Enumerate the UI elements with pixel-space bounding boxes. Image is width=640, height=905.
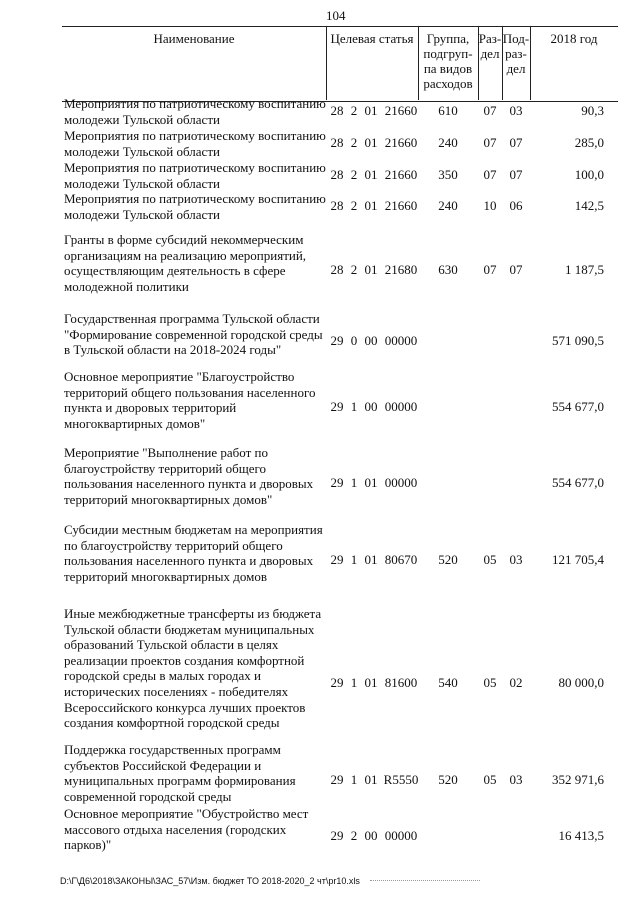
subsection-code: 06 bbox=[509, 198, 523, 213]
target-subprogram: 2 bbox=[350, 167, 358, 182]
target-subprogram: 1 bbox=[350, 772, 358, 787]
section-code: 07 bbox=[483, 262, 497, 277]
target-direction: 80670 bbox=[384, 552, 418, 567]
amount-2018: 90,3 bbox=[581, 103, 604, 118]
expense-group: 520 bbox=[438, 772, 458, 787]
target-subprogram: 2 bbox=[350, 198, 358, 213]
expense-group: 630 bbox=[438, 262, 458, 277]
amount-2018: 121 705,4 bbox=[552, 552, 604, 567]
subsection-code: 03 bbox=[509, 103, 523, 118]
subsection-code: 03 bbox=[509, 772, 523, 787]
target-direction: R5550 bbox=[383, 772, 419, 787]
target-subprogram: 1 bbox=[350, 675, 358, 690]
row-name: Поддержка государственных программ субъектов Российской Федерации и муниципальных программ формирования современной городской среды bbox=[64, 742, 296, 804]
target-event: 01 bbox=[364, 772, 378, 787]
subsection-code: 02 bbox=[509, 675, 523, 690]
row-name: Основное мероприятие "Обустройство мест массового отдыха населения (городских парков)" bbox=[64, 806, 309, 853]
target-program: 28 bbox=[330, 103, 344, 118]
target-subprogram: 1 bbox=[350, 552, 358, 567]
subsection-code: 07 bbox=[509, 135, 523, 150]
amount-2018: 142,5 bbox=[574, 198, 604, 213]
section-code: 10 bbox=[483, 198, 497, 213]
header-name: Наименование bbox=[153, 31, 235, 46]
subsection-code: 07 bbox=[509, 167, 523, 182]
target-program: 29 bbox=[330, 333, 344, 348]
target-event: 01 bbox=[364, 475, 378, 490]
amount-2018: 352 971,6 bbox=[552, 772, 604, 787]
target-direction: 81600 bbox=[384, 675, 418, 690]
section-code: 07 bbox=[483, 103, 497, 118]
target-direction: 00000 bbox=[384, 399, 418, 414]
header-year: 2018 год bbox=[550, 31, 598, 46]
target-program: 29 bbox=[330, 772, 344, 787]
target-program: 28 bbox=[330, 167, 344, 182]
amount-2018: 16 413,5 bbox=[558, 828, 604, 843]
amount-2018: 554 677,0 bbox=[552, 399, 604, 414]
target-direction: 00000 bbox=[384, 475, 418, 490]
row-name: Мероприятия по патриотическому воспитанию молодежи Тульской области bbox=[64, 160, 326, 191]
target-event: 01 bbox=[364, 262, 378, 277]
header-subsection: Под- раз- дел bbox=[502, 31, 530, 76]
scan-artifact bbox=[370, 880, 480, 882]
target-event: 01 bbox=[364, 198, 378, 213]
target-direction: 00000 bbox=[384, 828, 418, 843]
target-direction: 00000 bbox=[384, 333, 418, 348]
section-code: 07 bbox=[483, 167, 497, 182]
target-program: 29 bbox=[330, 475, 344, 490]
header-section: Раз- дел bbox=[478, 31, 502, 61]
target-subprogram: 2 bbox=[350, 103, 358, 118]
target-subprogram: 0 bbox=[350, 333, 358, 348]
row-name: Иные межбюджетные трансферты из бюджета Тульской области бюджетам муниципальных образований Тульской области в целях реализации проектов создания комфортной городской среды в малых городах и исторических поселениях - победителях Всероссийского конкурса лучших проектов создания комфортной городской среды bbox=[64, 606, 322, 731]
row-name: Мероприятия по патриотическому воспитанию молодежи Тульской области bbox=[64, 128, 326, 159]
expense-group: 240 bbox=[438, 135, 458, 150]
target-event: 00 bbox=[364, 333, 378, 348]
expense-group: 540 bbox=[438, 675, 458, 690]
target-program: 28 bbox=[330, 262, 344, 277]
header-group: Группа, подгруп- па видов расходов bbox=[423, 31, 473, 91]
target-subprogram: 2 bbox=[350, 828, 358, 843]
row-name: Мероприятия по патриотическому воспитанию молодежи Тульской области bbox=[64, 191, 326, 222]
row-name: Гранты в форме субсидий некоммерческим организациям на реализацию мероприятий, осуществляющим деятельность в сфере молодежной политики bbox=[64, 232, 307, 294]
expense-group: 240 bbox=[438, 198, 458, 213]
expense-group: 610 bbox=[438, 103, 458, 118]
expense-group: 520 bbox=[438, 552, 458, 567]
section-code: 05 bbox=[483, 772, 497, 787]
target-event: 01 bbox=[364, 167, 378, 182]
target-direction: 21660 bbox=[384, 103, 418, 118]
target-event: 01 bbox=[364, 675, 378, 690]
target-program: 29 bbox=[330, 675, 344, 690]
amount-2018: 100,0 bbox=[574, 167, 604, 182]
page-number: 104 bbox=[326, 8, 346, 23]
target-program: 29 bbox=[330, 399, 344, 414]
target-direction: 21660 bbox=[384, 167, 418, 182]
target-program: 28 bbox=[330, 198, 344, 213]
target-event: 00 bbox=[364, 399, 378, 414]
target-direction: 21680 bbox=[384, 262, 418, 277]
section-code: 07 bbox=[483, 135, 497, 150]
subsection-code: 07 bbox=[509, 262, 523, 277]
target-event: 01 bbox=[364, 135, 378, 150]
row-name: Субсидии местным бюджетам на мероприятия по благоустройству территорий общего пользования населенного пункта и дворовых территорий многоквартирных домов bbox=[64, 522, 323, 584]
target-event: 01 bbox=[364, 103, 378, 118]
amount-2018: 571 090,5 bbox=[552, 333, 604, 348]
target-subprogram: 2 bbox=[350, 135, 358, 150]
section-code: 05 bbox=[483, 552, 497, 567]
amount-2018: 80 000,0 bbox=[558, 675, 604, 690]
target-program: 29 bbox=[330, 828, 344, 843]
row-name: Мероприятие "Выполнение работ по благоустройству территорий общего пользования населенного пункта и дворовых территорий многоквартирных домов" bbox=[64, 445, 314, 507]
amount-2018: 285,0 bbox=[574, 135, 604, 150]
expense-group: 350 bbox=[438, 167, 458, 182]
row-name: Мероприятия по патриотическому воспитанию молодежи Тульской области bbox=[64, 96, 326, 127]
target-subprogram: 1 bbox=[350, 475, 358, 490]
section-code: 05 bbox=[483, 675, 497, 690]
target-program: 29 bbox=[330, 552, 344, 567]
target-subprogram: 2 bbox=[350, 262, 358, 277]
file-path: D:\Г\Д6\2018\ЗАКОНЫ\ЗАС_57\Изм. бюджет ТО 2018-2020_2 чт\pr10.xls bbox=[60, 876, 360, 886]
amount-2018: 554 677,0 bbox=[552, 475, 604, 490]
target-direction: 21660 bbox=[384, 135, 418, 150]
target-event: 00 bbox=[364, 828, 378, 843]
target-program: 28 bbox=[330, 135, 344, 150]
subsection-code: 03 bbox=[509, 552, 523, 567]
target-subprogram: 1 bbox=[350, 399, 358, 414]
row-name: Государственная программа Тульской области "Формирование современной городской среды в Тульской области на 2018-2024 годы" bbox=[64, 311, 323, 358]
target-direction: 21660 bbox=[384, 198, 418, 213]
amount-2018: 1 187,5 bbox=[565, 262, 604, 277]
target-event: 01 bbox=[364, 552, 378, 567]
row-name: Основное мероприятие "Благоустройство территорий общего пользования населенного пункта и дворовых территорий многоквартирных домов" bbox=[64, 369, 316, 431]
header-target: Целевая статья bbox=[330, 31, 414, 46]
